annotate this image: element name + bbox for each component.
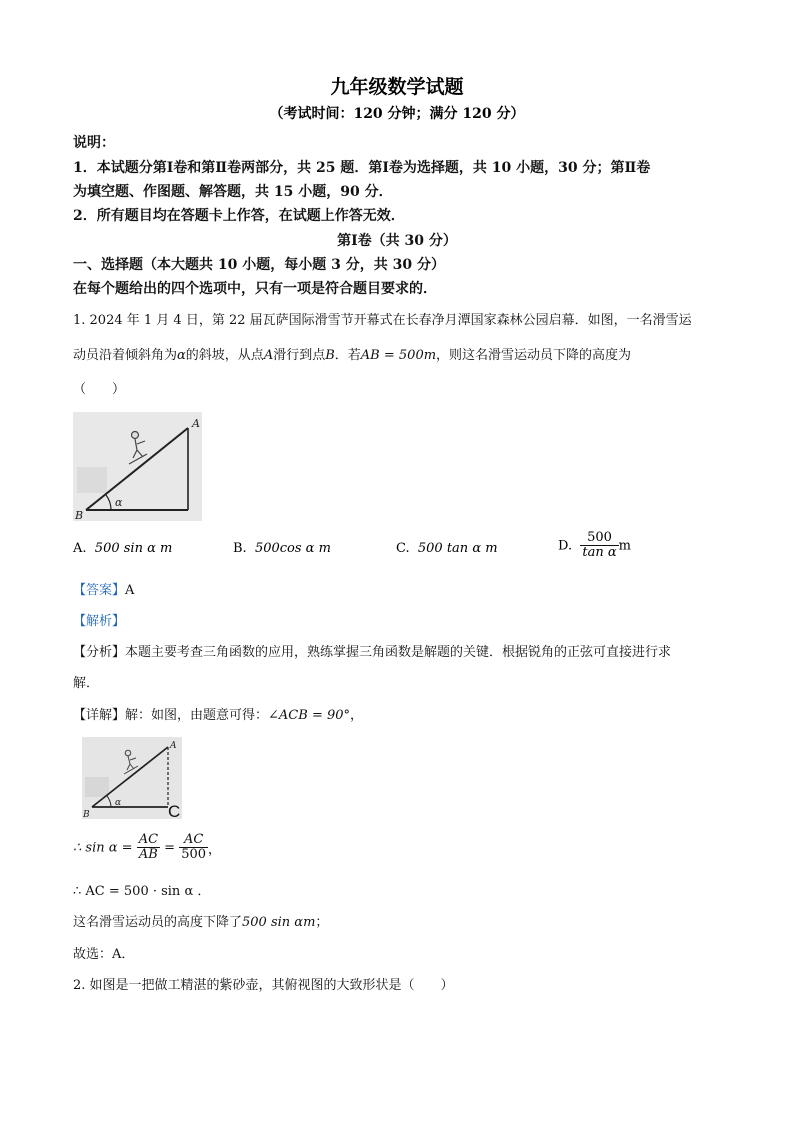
notes-header: 说明： bbox=[73, 135, 115, 151]
xiangjie-text: 解：如图，由题意可得： bbox=[125, 708, 269, 723]
q1-step4: 故选：A． bbox=[73, 947, 135, 962]
part1-title: 第Ⅰ卷（共 30 分） bbox=[337, 233, 457, 249]
option-b-label: B. bbox=[233, 541, 247, 556]
q1-line2-e: ，则这名滑雪运动员下降的高度为 bbox=[436, 348, 632, 363]
option-d-fraction bbox=[580, 531, 618, 561]
q1-line2 bbox=[73, 344, 733, 363]
step3-equation: 500 sin αm bbox=[242, 915, 316, 930]
fenxi-tag: 【分析】 bbox=[73, 645, 126, 660]
notes-item2: 2．所有题目均在答题卡上作答，在试题上作答无效． bbox=[73, 208, 405, 224]
notes-item1-line2: 为填空题、作图题、解答题，共 15 小题，90 分． bbox=[73, 184, 393, 200]
step1-den1: AB bbox=[138, 847, 158, 863]
fig1-label-b: B bbox=[75, 509, 84, 521]
xiangjie-equation: ∠ACB = 90° bbox=[268, 708, 351, 723]
fig1-label-a: A bbox=[192, 417, 200, 430]
q1-line2-d: ．若 bbox=[334, 348, 361, 363]
option-c-value: 500 tan α m bbox=[417, 541, 498, 556]
option-d-numerator: 500 bbox=[580, 531, 618, 546]
slope-diagram bbox=[73, 412, 202, 521]
option-d-unit: m bbox=[618, 538, 631, 554]
step1-eq: = bbox=[164, 840, 176, 856]
step1-fraction1 bbox=[137, 833, 160, 863]
q1-ab-equation: AB = 500m bbox=[360, 348, 437, 363]
q1-line2-c: 滑行到点 bbox=[273, 348, 326, 363]
q1-option-c[interactable] bbox=[396, 541, 498, 556]
fenxi-text: 本题主要考查三角函数的应用，熟练掌握三角函数是解题的关键．根据锐角的正弦可直接进行求 bbox=[125, 645, 672, 660]
fig2-label-alpha: α bbox=[115, 798, 122, 808]
step1-end: ， bbox=[208, 842, 222, 858]
step3-text: 这名滑雪运动员的高度下降了 bbox=[73, 915, 243, 930]
option-b-value: 500cos α m bbox=[254, 541, 331, 556]
fig2-label-b: B bbox=[83, 810, 90, 819]
option-a-value: 500 sin α m bbox=[94, 541, 173, 556]
notes-item1-line1: 1．本试题分第Ⅰ卷和第Ⅱ卷两部分，共 25 题．第Ⅰ卷为选择题，共 10 小题，30 分；第Ⅱ卷 bbox=[73, 160, 651, 176]
option-d-label: D. bbox=[558, 538, 573, 554]
xiangjie-end: ， bbox=[350, 708, 364, 723]
q1-analysis-tag bbox=[73, 610, 733, 629]
q1-step3 bbox=[73, 911, 733, 930]
q1-fenxi-line2: 解． bbox=[73, 676, 100, 691]
q1-ski-slope-figure bbox=[73, 412, 202, 521]
q1-option-d[interactable] bbox=[558, 531, 631, 561]
xiangjie-tag: 【详解】 bbox=[73, 708, 126, 723]
q2-line1: 2. 如图是一把做工精湛的紫砂壶，其俯视图的大致形状是（ ） bbox=[73, 978, 454, 993]
q1-fenxi-line1 bbox=[73, 641, 733, 660]
analysis-tag: 【解析】 bbox=[73, 614, 126, 629]
step1-fraction2 bbox=[179, 833, 208, 863]
fig2-label-a: A bbox=[170, 741, 177, 751]
q1-line2-a: 动员沿着倾斜角为 bbox=[73, 348, 178, 363]
q1-answer bbox=[73, 579, 733, 598]
q1-option-a[interactable] bbox=[73, 541, 172, 556]
step1-den2: 500 bbox=[181, 847, 207, 863]
q1-step1 bbox=[73, 833, 733, 863]
q1-point-b: B bbox=[325, 348, 335, 363]
answer-tag: 【答案】 bbox=[73, 583, 126, 598]
q1-option-b[interactable] bbox=[233, 541, 331, 556]
step1-num2: AC bbox=[179, 833, 208, 848]
q1-xiangjie bbox=[73, 704, 733, 723]
q1-alpha: α bbox=[177, 348, 186, 363]
fig1-label-alpha: α bbox=[115, 496, 123, 509]
q1-bracket: （ ） bbox=[73, 382, 126, 397]
q1-line1: 1. 2024 年 1 月 4 日，第 22 届瓦萨国际滑雪节开幕式在长春净月潭国家森林公园启幕．如图，一名滑雪运 bbox=[73, 313, 692, 328]
q1-step2: ∴ AC = 500 · sin α ． bbox=[73, 884, 211, 899]
step3-end: ； bbox=[315, 915, 329, 930]
option-d-denominator: tan α bbox=[582, 545, 617, 561]
section1-title: 一、选择题（本大题共 10 小题，每小题 3 分，共 30 分） bbox=[73, 257, 445, 273]
section1-instruction: 在每个题给出的四个选项中，只有一项是符合题目要求的． bbox=[73, 281, 437, 297]
q1-solution-figure bbox=[82, 737, 182, 819]
page-subtitle: （考试时间：120 分钟；满分 120 分） bbox=[269, 106, 525, 122]
option-c-label: C. bbox=[396, 541, 410, 556]
step1-num1: AC bbox=[138, 832, 159, 847]
answer-value: A bbox=[125, 583, 135, 598]
solution-diagram bbox=[82, 737, 182, 819]
page-title: 九年级数学试题 bbox=[330, 76, 464, 98]
option-a-label: A. bbox=[73, 541, 87, 556]
q1-point-a: A bbox=[263, 348, 274, 363]
fig2-label-c: C bbox=[168, 802, 181, 821]
q1-line2-b: 的斜坡，从点 bbox=[185, 348, 264, 363]
step1-prefix: ∴ sin α = bbox=[73, 840, 133, 856]
